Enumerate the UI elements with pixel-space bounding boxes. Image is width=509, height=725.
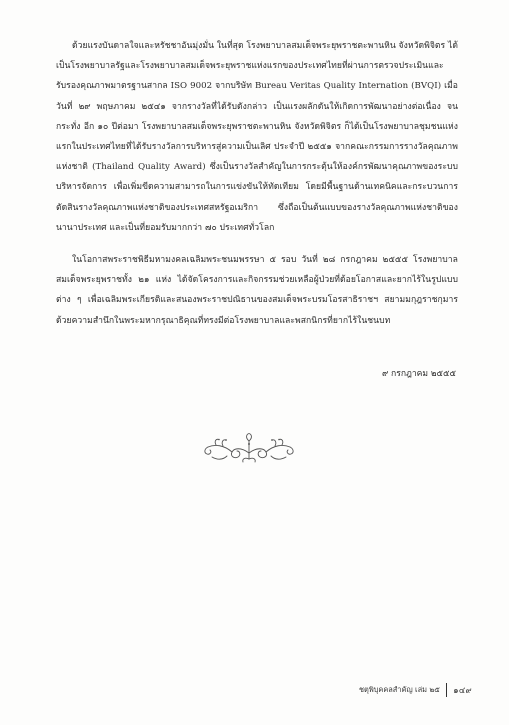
page-number: ๑๔๙ — [453, 685, 472, 695]
page-footer — [359, 682, 472, 698]
footer-book-title: ชตุพิบุคคลสำคัญ เล่ม ๒๕ — [359, 685, 440, 694]
floral-ornament-icon — [199, 432, 299, 464]
paragraph-1: ด้วยแรงบันดาลใจและหรัชชาอันมุ่งมั่น ในที่สุด โรงพยาบาลสมเด็จพระยุพราชตะพานหิน จังหวัดพิจิตร ได้เป็นโรงพยาบาลรัฐและโรงพยาบาลสมเด็จพระยุพราชแห่งแรกของประเทศไทยที่ผ่านการตรวจประเมินและรับรองคุณภาพมาตรฐานสากล ISO 9002 จากบริษัท Bureau Veritas Quality Internation (BVQI) เมื่อวันที่ ๒๙ พฤษภาคม ๒๕๔๑ จากรางวัลที่ได้รับดังกล่าว เป็นแรงผลักดันให้เกิดการพัฒนาอย่างต่อเนื่อง จนกระทั่ง อีก ๑๐ ปีต่อมา โรงพยาบาลสมเด็จพระยุพราชตะพานหิน จังหวัดพิจิตร ก็ได้เป็นโรงพยาบาลชุมชนแห่งแรกในประเทศไทยที่ได้รับรางวัลการบริหารสู่ความเป็นเลิศ ประจำปี ๒๕๕๑ จากคณะกรรมการรางวัลคุณภาพแห่งชาติ (Thailand Quality Award) ซึ่งเป็นรางวัลสำคัญในการกระตุ้นให้องค์กรพัฒนาคุณภาพของระบบบริหารจัดการ เพื่อเพิ่มขีดความสามารถในการแข่งขันให้ทัดเทียม โดยมีพื้นฐานด้านเทคนิคและกระบวนการตัดสินรางวัลคุณภาพแห่งชาติของประเทศสหรัฐอเมริกา ซึ่งถือเป็นต้นแบบของรางวัลคุณภาพแห่งชาติของนานาประเทศ และเป็นที่ยอมรับมากกว่า ๗๐ ประเทศทั่วโลก — [56, 41, 458, 233]
signature-date: ๙ กรกฎาคม ๒๕๕๕ — [382, 369, 456, 379]
paragraph-2: ในโอกาสพระราชพิธีมหามงคลเฉลิมพระชนมพรรษา ๕ รอบ วันที่ ๒๘ กรกฎาคม ๒๕๕๕ โรงพยาบาลสมเด็จพระยุพราชทั้ง ๒๑ แห่ง ได้จัดโครงการและกิจกรรมช่วยเหลือผู้ป่วยที่ด้อยโอกาสและยากไร้ในรูปแบบต่าง ๆ เพื่อเฉลิมพระเกียรติและสนองพระราชปณิธานของสมเด็จพระบรมโอรสาธิราชฯ สยามมกุฎราชกุมาร ด้วยความสำนึกในพระมหากรุณาธิคุณที่ทรงมีต่อโรงพยาบาลและพสกนิกรที่ยากไร้ในชนบท — [56, 255, 458, 326]
footer-divider — [446, 683, 448, 697]
body-text — [56, 36, 458, 343]
